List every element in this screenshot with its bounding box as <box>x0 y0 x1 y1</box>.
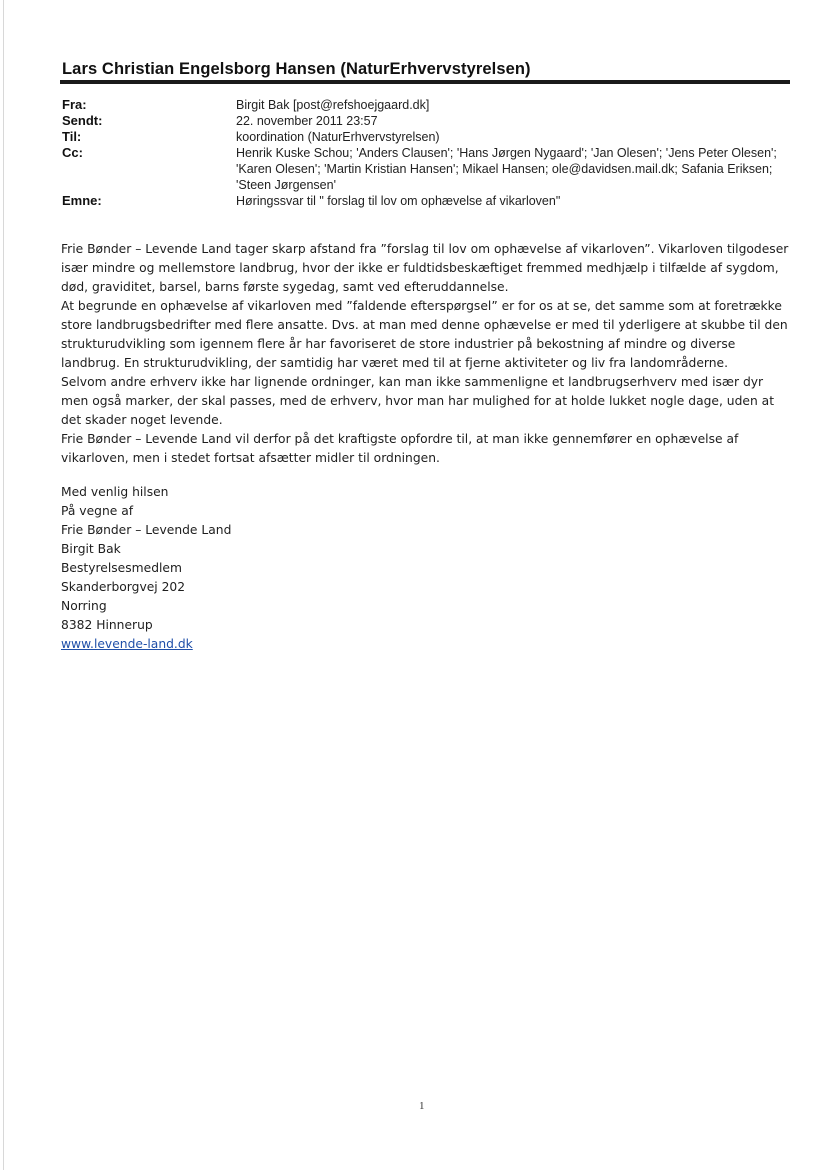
to-value: koordination (NaturErhvervstyrelsen) <box>236 130 440 144</box>
cc-label: Cc: <box>62 145 83 160</box>
sent-value: 22. november 2011 23:57 <box>236 114 378 128</box>
page-number: 1 <box>419 1100 425 1112</box>
signature-organization: Frie Bønder – Levende Land <box>61 523 232 537</box>
signature-role: Bestyrelsesmedlem <box>61 561 182 575</box>
body-paragraph: Frie Bønder – Levende Land tager skarp afstand fra ”forslag til lov om ophævelse af vikarloven”. Vikarloven tilgodeser især mindre og mellemstore landbrug, hvor der ikke er fuldtidsbeskæftiget fremmed medhjælp i tilfælde af sygdom, død, graviditet, barsel, barns første sygedag, samt ved efteruddannelse. <box>61 242 789 294</box>
signature-greeting: Med venlig hilsen <box>61 485 169 499</box>
email-signature <box>61 483 231 654</box>
sent-label: Sendt: <box>62 113 103 128</box>
signature-area: Norring <box>61 599 107 613</box>
sender-name-heading: Lars Christian Engelsborg Hansen (NaturErhvervstyrelsen) <box>62 60 531 78</box>
body-paragraph: At begrunde en ophævelse af vikarloven med ”faldende efterspørgsel” er for os at se, det samme som at foretrække store landbrugsbedrifter med flere ansatte. Dvs. at man med denne ophævelse er med til yderligere at skubbe til den strukturudvikling som igennem flere år har favoriseret de store industrier på bekostning af mindre og diverse landbrug. En strukturudvikling, der samtidig har været med til at fjerne aktiviteter og liv fra landområderne. <box>61 299 788 370</box>
body-paragraph: Frie Bønder – Levende Land vil derfor på det kraftigste opfordre til, at man ikke gennemfører en ophævelse af vikarloven, men i stedet fortsat afsætter midler til ordningen. <box>61 432 739 465</box>
signature-on-behalf: På vegne af <box>61 504 134 518</box>
from-value: Birgit Bak [post@refshoejgaard.dk] <box>236 98 430 112</box>
body-paragraph: Selvom andre erhverv ikke har lignende ordninger, kan man ikke sammenligne et landbrugserhverv med især dyr men også marker, der skal passes, med de erhverv, hvor man har mulighed for at holde lukket nogle dage, uden at det skader noget levende. <box>61 375 775 427</box>
cc-value: Henrik Kuske Schou; 'Anders Clausen'; 'Hans Jørgen Nygaard'; 'Jan Olesen'; 'Jens Peter Olesen'; 'Karen Olesen'; 'Martin Kristian Hansen'; Mikael Hansen; ole@davidsen.mail.dk; Safania Eriksen; 'Steen Jørgensen' <box>236 146 777 192</box>
heading-divider <box>60 80 790 84</box>
website-link[interactable]: www.levende-land.dk <box>61 637 193 651</box>
subject-label: Emne: <box>62 193 102 208</box>
email-body <box>61 240 791 468</box>
signature-name: Birgit Bak <box>61 542 121 556</box>
signature-street: Skanderborgvej 202 <box>61 580 186 594</box>
signature-postal: 8382 Hinnerup <box>61 618 153 632</box>
scan-edge <box>3 0 4 1170</box>
to-label: Til: <box>62 129 82 144</box>
subject-value: Høringssvar til " forslag til lov om ophævelse af vikarloven" <box>236 194 561 208</box>
from-label: Fra: <box>62 97 87 112</box>
